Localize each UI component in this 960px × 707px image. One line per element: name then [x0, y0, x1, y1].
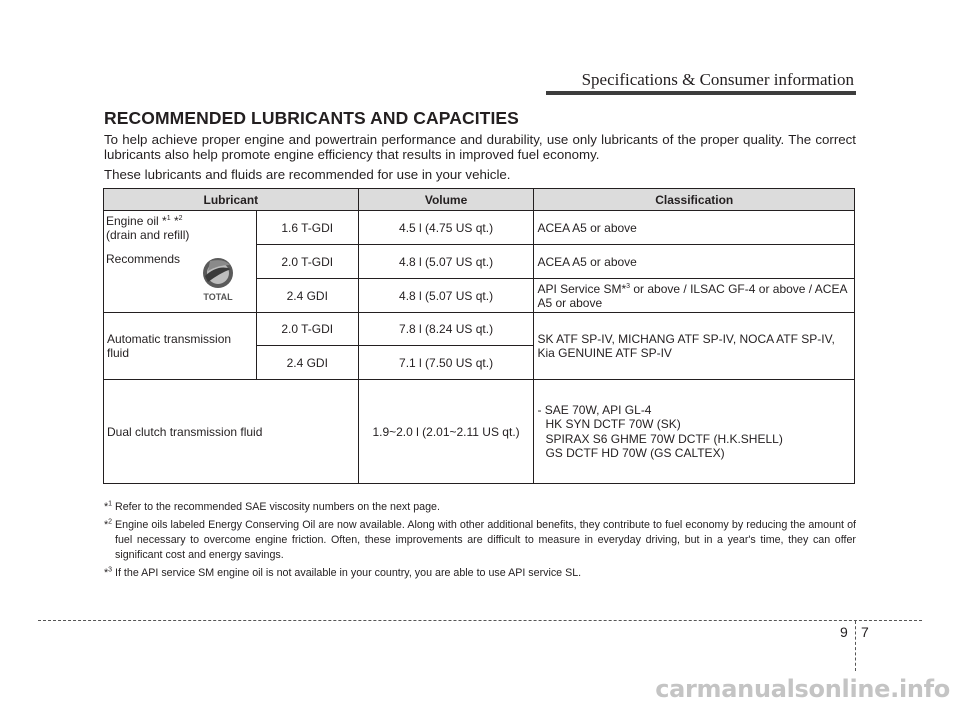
dct-classification: - SAE 70W, API GL-4 HK SYN DCTF 70W (SK) SPIRAX S6 GHME 70W DCTF (H.K.SHELL) GS DCTF HD 70W (GS CALTEX) [534, 380, 855, 484]
table-row [104, 211, 855, 245]
atf-engine-1: 2.0 T-GDI [256, 313, 358, 346]
dct-label: Dual clutch transmission fluid [104, 380, 359, 484]
atf-label: Automatic transmission fluid [104, 313, 257, 380]
engine-oil-volume-1: 4.5 l (4.75 US qt.) [358, 211, 534, 245]
footer-vertical-dash [855, 621, 856, 671]
page-number: 7 [861, 624, 869, 640]
atf-volume-2: 7.1 l (7.50 US qt.) [358, 346, 534, 380]
footnote-3: *$^3$ If the API service SM engine oil is not available in your country, you are able to use API service SL. [104, 566, 582, 579]
table-row [104, 380, 855, 484]
header-rule [546, 91, 856, 95]
intro-paragraph: To help achieve proper engine and powertrain performance and durability, use only lubricants of the proper quality. The correct lubricants also help promote engine efficiency that results in improved fuel economy. [104, 132, 856, 162]
total-logo [196, 255, 240, 305]
engine-oil-volume-2: 4.8 l (5.07 US qt.) [358, 245, 534, 279]
header-lubricant: Lubricant [104, 189, 359, 211]
engine-oil-class-2: ACEA A5 or above [534, 245, 855, 279]
engine-oil-class-3: API Service SM*$^3$ or above / ILSAC GF-4 or above / ACEA A5 or above [534, 279, 855, 313]
atf-engine-2: 2.4 GDI [256, 346, 358, 380]
watermark: carmanualsonline.info [655, 675, 950, 703]
engine-oil-class-1: ACEA A5 or above [534, 211, 855, 245]
engine-oil-label: Engine oil * [106, 214, 167, 228]
atf-volume-1: 7.8 l (8.24 US qt.) [358, 313, 534, 346]
lubricants-table [103, 188, 855, 484]
engine-oil-volume-3: 4.8 l (5.07 US qt.) [358, 279, 534, 313]
engine-oil-cell: Engine oil *$^1$ *$^2$ (drain and refill) Recommends TOTAL [104, 211, 257, 313]
footnote-1: *$^1$ Refer to the recommended SAE viscosity numbers on the next page. [104, 500, 440, 513]
dct-volume: 1.9~2.0 l (2.01~2.11 US qt.) [358, 380, 534, 484]
section-title: RECOMMENDED LUBRICANTS AND CAPACITIES [104, 108, 519, 128]
engine-oil-engine-2: 2.0 T-GDI [256, 245, 358, 279]
engine-oil-engine-3: 2.4 GDI [256, 279, 358, 313]
engine-oil-sub: (drain and refill) [106, 228, 190, 242]
header-classification: Classification [534, 189, 855, 211]
footnotes [104, 500, 856, 584]
header-volume: Volume [358, 189, 534, 211]
chapter-number: 9 [840, 624, 848, 640]
intro-paragraph-2: These lubricants and fluids are recommended for use in your vehicle. [104, 167, 511, 182]
footer-dashed-rule [38, 620, 922, 621]
atf-classification: SK ATF SP-IV, MICHANG ATF SP-IV, NOCA ATF SP-IV, Kia GENUINE ATF SP-IV [534, 313, 855, 380]
svg-text:TOTAL: TOTAL [203, 292, 233, 302]
engine-oil-engine-1: 1.6 T-GDI [256, 211, 358, 245]
recommends-label: Recommends [106, 252, 181, 266]
table-header-row [104, 189, 855, 211]
table-row [104, 313, 855, 346]
footnote-2: *$^2$ Engine oils labeled Energy Conserving Oil are now available. Along with other additional benefits, they contribute to fuel economy by reducing the amount of fuel necessary to overcome engine friction. Often, these improvements are difficult to measure in everyday driving, but in a year's time, they can offer significant cost and energy savings. [104, 518, 856, 561]
running-header: Specifications & Consumer information [581, 70, 854, 89]
